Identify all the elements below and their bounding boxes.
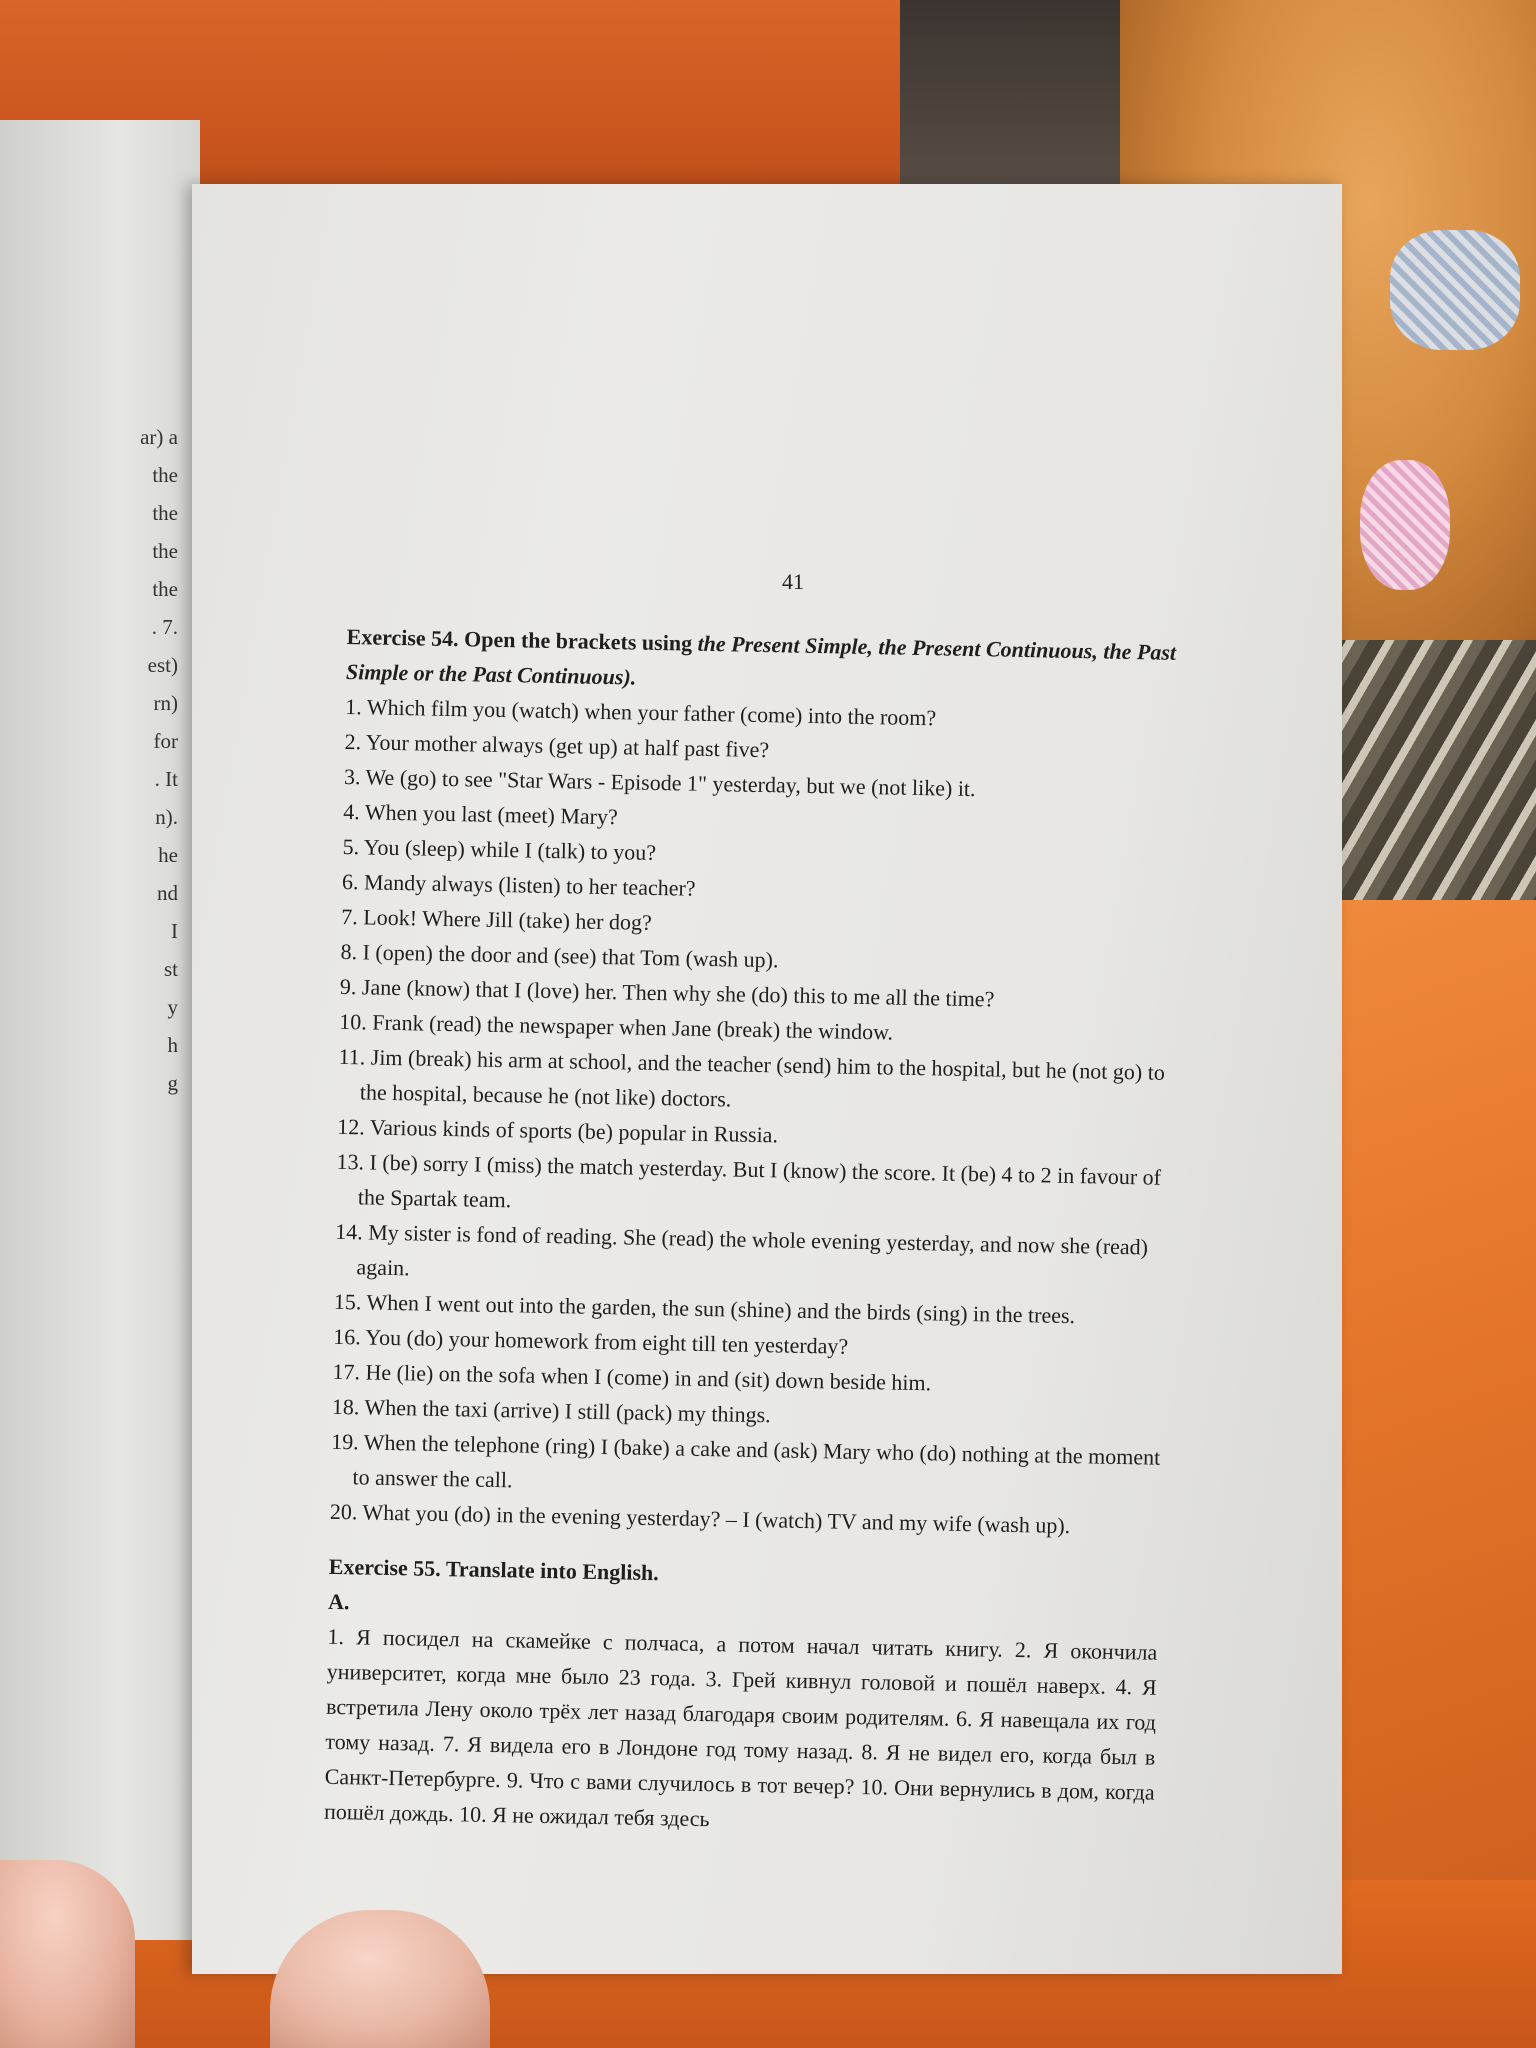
teddy-pink-patch	[1360, 460, 1450, 590]
left-page-fragment: est)	[147, 653, 178, 677]
list-item: 9. Jane (know) that I (love) her. Then why she (do) this to me all the time?	[339, 973, 995, 1012]
left-page-fragment: . 7.	[151, 615, 178, 639]
list-item: 8. I (open) the door and (see) that Tom (wash up).	[340, 938, 779, 973]
left-page-fragment: st	[163, 957, 178, 981]
list-item: 20. What you (do) in the evening yesterday? – I (watch) TV and my wife (wash up).	[329, 1498, 1071, 1539]
list-item: 6. Mandy always (listen) to her teacher?	[341, 868, 696, 901]
book-page	[192, 184, 1342, 1974]
list-item: 12. Various kinds of sports (be) popular in Russia.	[337, 1113, 779, 1148]
list-item: 14. My sister is fond of reading. She (read) the whole evening yesterday, and now she (read) again.	[335, 1218, 1149, 1281]
left-page-fragment: the	[152, 539, 178, 563]
exercise-55-title: Exercise 55. Translate into English.	[328, 1553, 660, 1586]
exercise-54-title-bold: Exercise 54. Open the brackets using	[346, 623, 698, 656]
left-page-fragment: rn)	[153, 691, 178, 715]
exercise-54-title-italic: the Present Simple, the Present Continuous, the Past Simple or the Past Continuous).	[345, 630, 1177, 690]
left-thumb	[0, 1860, 135, 2048]
exercise-55-text: 1. Я посидел на скамейке с полчаса, а потом начал читать книгу. 2. Я окончила университет, когда мне было 23 года. 3. Грей кивнул головой и пошёл наверх. 4. Я встретила Лену около трёх лет назад благодаря своим родителям. 6. Я навещала их год тому назад. 7. Я видела его в Лондоне год тому назад. 8. Я не видел его, когда был в Санкт-Петербурге. 9. Что с вами случилось в тот вечер? 10. Они вернулись в дом, когда пошёл дождь. 10. Я не ожидал тебя здесь	[323, 1623, 1158, 1832]
left-page-fragment: n).	[155, 805, 178, 829]
left-page	[0, 120, 200, 1940]
list-item: 4. When you last (meet) Mary?	[343, 798, 619, 830]
exercise-55-section-label: A.	[327, 1588, 350, 1615]
left-page-fragment: nd	[157, 881, 178, 905]
list-item: 1. Which film you (watch) when your father (come) into the room?	[345, 693, 937, 731]
page-content	[324, 619, 1177, 1845]
list-item: 13. I (be) sorry I (miss) the match yesterday. But I (know) the score. It (be) 4 to 2 in favour of the Spartak team.	[336, 1148, 1162, 1213]
left-page-fragment: the	[152, 463, 178, 487]
left-page-fragment: for	[153, 729, 178, 753]
left-page-fragment: ar) a	[140, 425, 178, 449]
list-item: 18. When the taxi (arrive) I still (pack) my things.	[331, 1393, 771, 1428]
left-page-fragment: g	[167, 1071, 178, 1095]
left-page-fragment: the	[152, 577, 178, 601]
left-page-fragment: he	[158, 843, 178, 867]
left-page-fragment: I	[171, 919, 178, 943]
list-item: 19. When the telephone (ring) I (bake) a cake and (ask) Mary who (do) nothing at the moment to answer the call.	[330, 1428, 1161, 1493]
list-item: 15. When I went out into the garden, the sun (shine) and the birds (sing) in the trees.	[333, 1288, 1076, 1329]
list-item: 5. You (sleep) while I (talk) to you?	[342, 833, 657, 865]
list-item: 3. We (go) to see "Star Wars - Episode 1" yesterday, but we (not like) it.	[343, 763, 976, 802]
list-item: 11. Jim (break) his arm at school, and the teacher (send) him to the hospital, but he (not go) to the hospital, because he (not like) doctors.	[338, 1043, 1166, 1112]
list-item: 7. Look! Where Jill (take) her dog?	[341, 903, 653, 935]
left-page-fragment: y	[167, 995, 178, 1019]
left-page-fragment: h	[167, 1033, 178, 1057]
left-page-fragment: the	[152, 501, 178, 525]
teddy-blue-patch	[1390, 230, 1520, 350]
page-number: 41	[782, 569, 804, 594]
left-page-fragment: . It	[154, 767, 178, 791]
list-item: 10. Frank (read) the newspaper when Jane (break) the window.	[339, 1008, 894, 1045]
exercise-54-list	[330, 689, 1176, 1545]
list-item: 2. Your mother always (get up) at half past five?	[344, 728, 770, 763]
list-item: 17. He (lie) on the sofa when I (come) in and (sit) down beside him.	[332, 1358, 932, 1396]
list-item: 16. You (do) your homework from eight till ten yesterday?	[332, 1323, 849, 1359]
